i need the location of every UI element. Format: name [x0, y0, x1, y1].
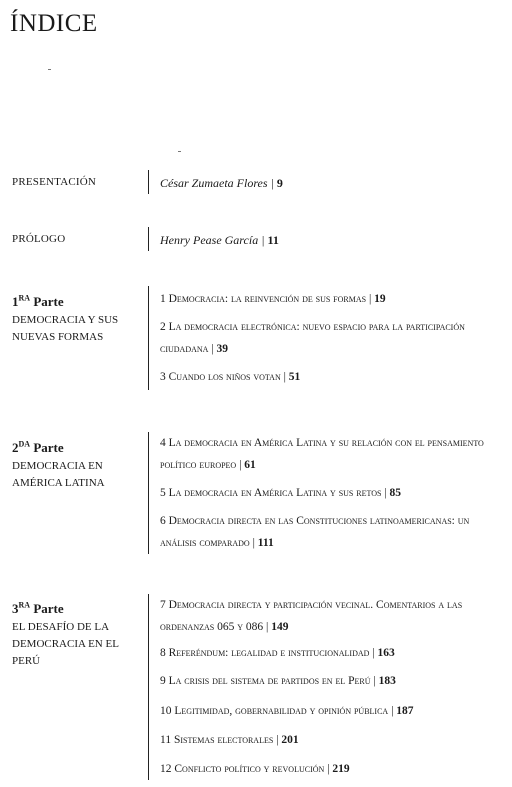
- part-3-name: EL DESAFÍO DE LA DEMOCRACIA EN EL PERÚ: [12, 621, 119, 668]
- part-1-heading: [12, 290, 137, 346]
- page-separator: |: [258, 233, 268, 247]
- part-2-name: DEMOCRACIA EN AMÉRICA LATINA: [12, 460, 105, 490]
- part-3-heading: [12, 597, 137, 670]
- part-2-heading: [12, 436, 137, 492]
- divider-line: [148, 227, 149, 251]
- prologo-entry: [160, 233, 279, 248]
- toc-entry: 6 Democracia directa en las Constituciones latinoamericanas: un análisis comparado | 111: [160, 515, 470, 549]
- part-3-number: $3^{RA}$ Parte: [12, 601, 64, 617]
- divider-line: [148, 594, 149, 780]
- print-speck: [178, 151, 181, 152]
- toc-entry: 2 La democracia electrónica: nuevo espacio para la participación ciudadana | 39: [160, 321, 465, 355]
- part-2-number: $2^{DA}$ Parte: [12, 440, 64, 456]
- presentacion-page: 9: [276, 176, 283, 190]
- prologo-label: PRÓLOGO: [12, 233, 66, 245]
- toc-entry: 3 Cuando los niños votan | 51: [160, 371, 301, 383]
- print-speck: [48, 69, 51, 70]
- toc-entry: 9 La crisis del sistema de partidos en el Perú | 183: [160, 675, 396, 687]
- part-1-name: DEMOCRACIA Y SUS NUEVAS FORMAS: [12, 314, 119, 344]
- divider-line: [148, 286, 149, 390]
- page-separator: |: [267, 176, 277, 190]
- toc-entry: 5 La democracia en América Latina y sus retos | 85: [160, 487, 402, 499]
- divider-line: [148, 432, 149, 554]
- toc-entry: 7 Democracia directa y participación vecinal. Comentarios a las ordenanzas 065 y 086 | 149: [160, 599, 463, 633]
- divider-line: [148, 170, 149, 194]
- toc-entry: 10 Legitimidad, gobernabilidad y opinión pública | 187: [160, 705, 414, 717]
- part-1-number: $1^{RA}$ Parte: [12, 294, 64, 310]
- prologo-page: 11: [267, 233, 279, 247]
- presentacion-label: PRESENTACIÓN: [12, 176, 97, 188]
- toc-entry: 8 Referéndum: legalidad e institucionalidad | 163: [160, 647, 395, 659]
- toc-entry: 11 Sistemas electorales | 201: [160, 734, 299, 746]
- toc-entry: 12 Conflicto político y revolución | 219: [160, 763, 350, 775]
- presentacion-author: César Zumaeta Flores: [160, 176, 268, 190]
- toc-entry: 1 Democracia: la reinvención de sus formas | 19: [160, 293, 386, 305]
- presentacion-entry: [160, 176, 283, 191]
- prologo-author: Henry Pease García: [160, 233, 259, 247]
- page-title: ÍNDICE: [10, 10, 98, 37]
- toc-entry: 4 La democracia en América Latina y su relación con el pensamiento político europeo | 61: [160, 437, 484, 471]
